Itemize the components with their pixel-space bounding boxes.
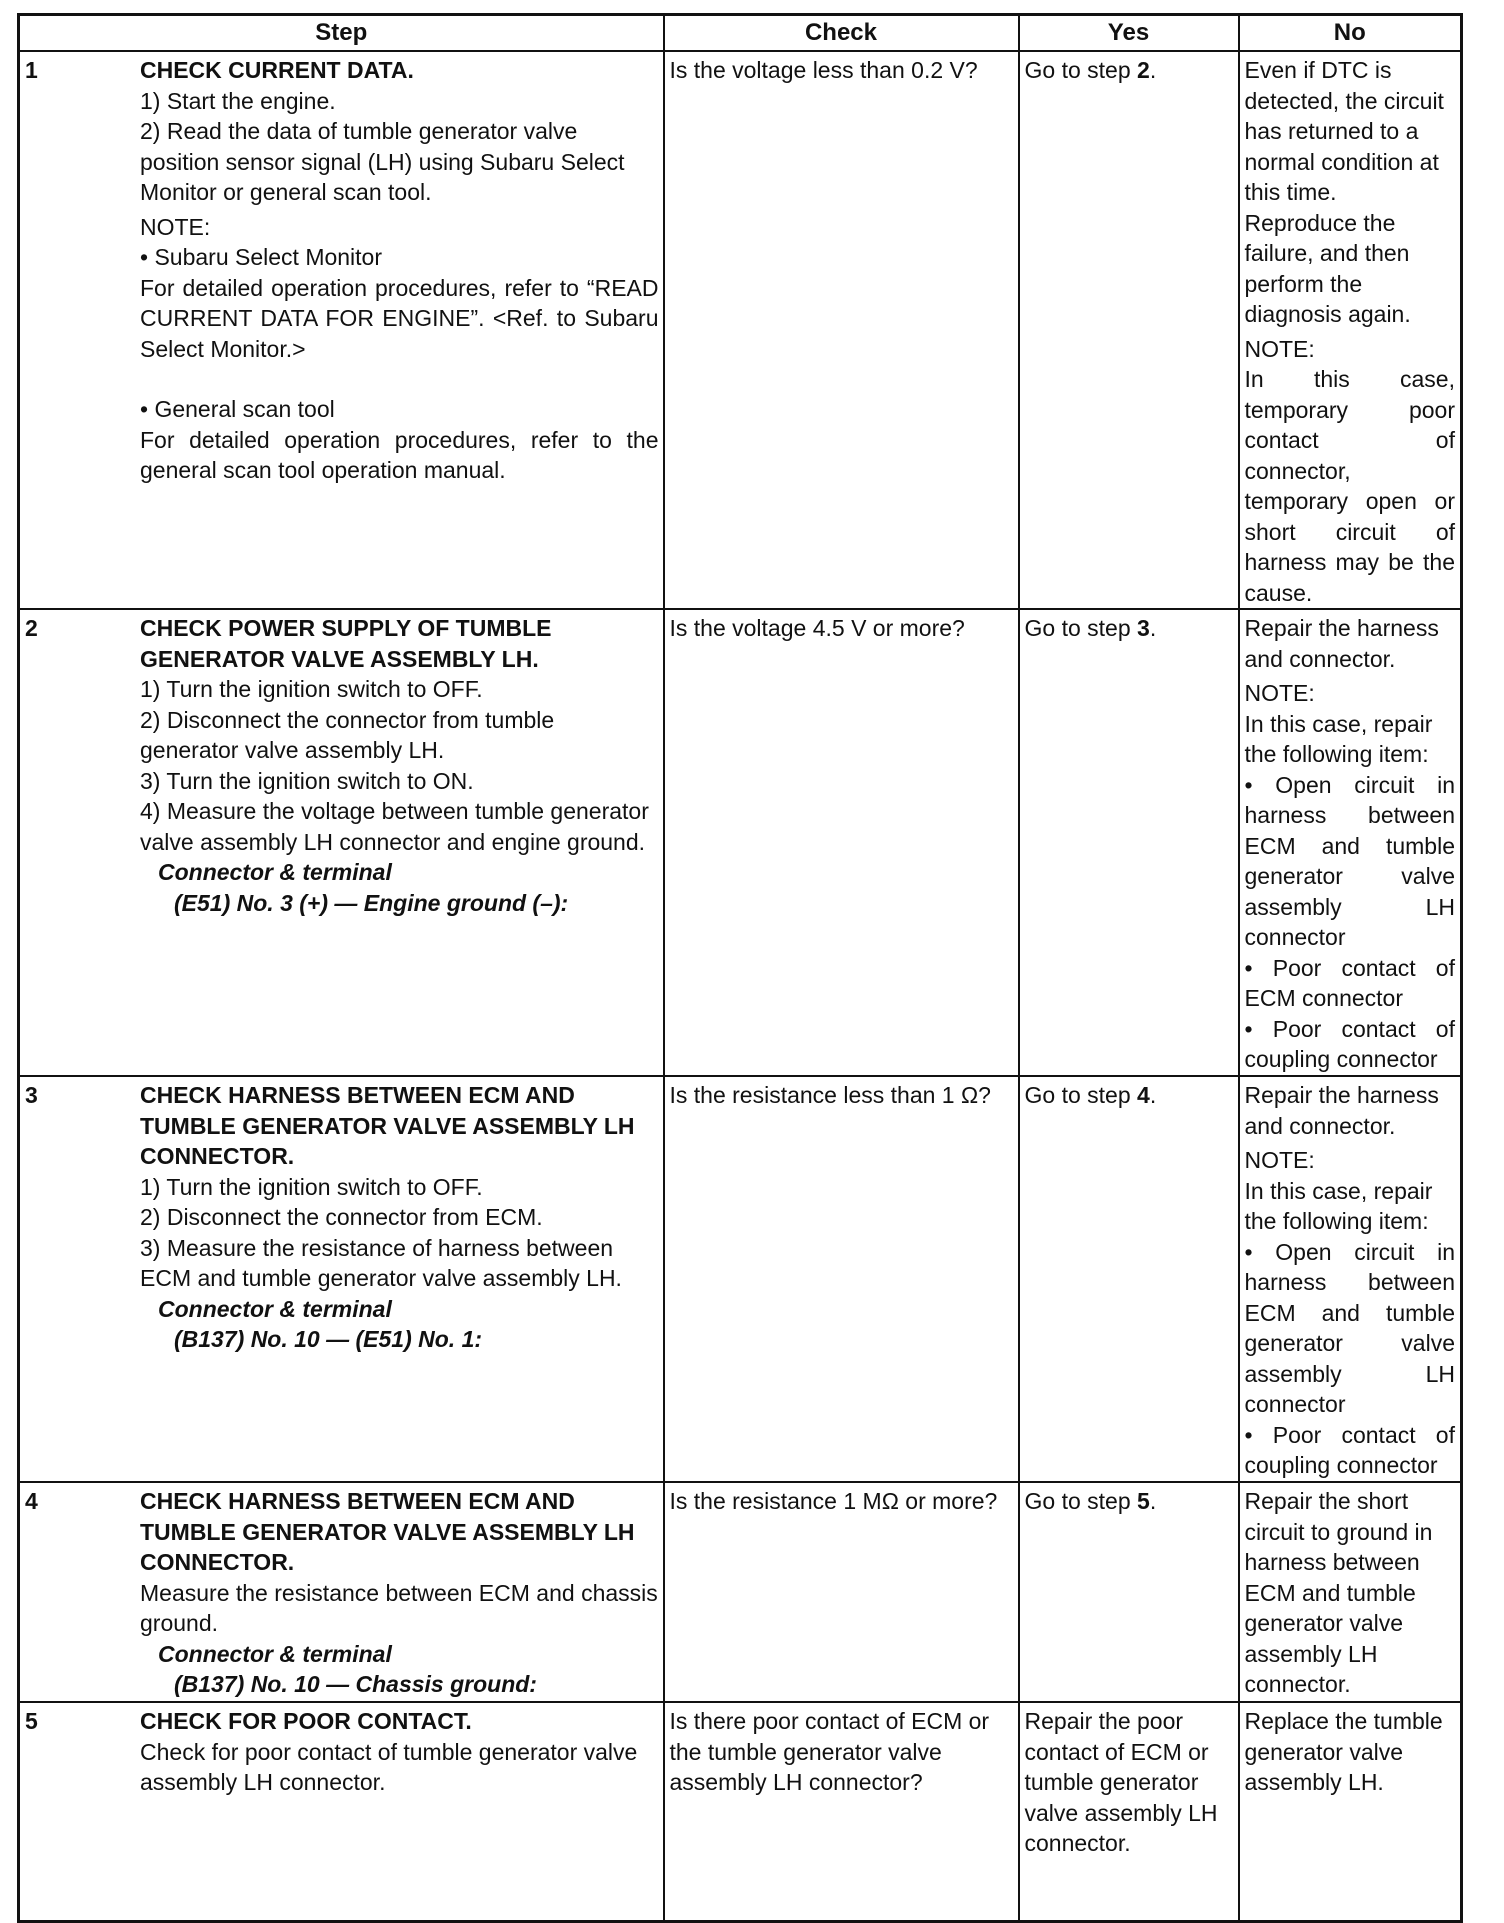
check-cell: Is the voltage less than 0.2 V?	[664, 51, 1019, 609]
yes-suffix: .	[1149, 1488, 1157, 1514]
no-text: In this case, repair the following item:	[1244, 710, 1433, 767]
yes-step-number: 3	[1137, 615, 1150, 641]
no-cell	[1239, 51, 1462, 609]
step-text: 2) Read the data of tumble generator valve position sensor signal (LH) using Subaru Select Monitor or general scan tool.	[140, 118, 625, 205]
step-text: For detailed operation procedures, refer to the general scan tool operation manual.	[140, 426, 659, 483]
check-cell: Is the resistance 1 MΩ or more?	[664, 1482, 1019, 1702]
no-text: In this case, temporary poor contact of connector, temporary open or short circuit of harness may be the cause.	[1244, 366, 1455, 606]
note-label: NOTE:	[1244, 335, 1315, 362]
column-header-check: Check	[664, 15, 1019, 52]
yes-cell	[1019, 1076, 1239, 1482]
yes-cell: Repair the poor contact of ECM or tumble generator valve assembly LH connector.	[1019, 1702, 1239, 1921]
column-header-no: No	[1239, 15, 1462, 52]
step-text: Check for poor contact of tumble generator valve assembly LH connector.	[140, 1738, 638, 1795]
step-instructions	[140, 610, 663, 918]
note-label: NOTE:	[140, 213, 211, 240]
step-instructions	[140, 1077, 663, 1355]
step-text: Measure the resistance between ECM and chassis ground.	[140, 1579, 658, 1636]
step-number: 3	[25, 1082, 38, 1108]
connector-terminal-label: Connector & terminal	[158, 1640, 392, 1667]
step-title: CHECK CURRENT DATA.	[140, 57, 414, 83]
yes-suffix: .	[1149, 57, 1157, 83]
no-cell	[1239, 1702, 1462, 1921]
no-text: Repair the harness and connector.	[1244, 1082, 1439, 1139]
step-number: 4	[25, 1488, 38, 1514]
step-text: 2) Disconnect the connector from ECM.	[140, 1204, 543, 1230]
step-number: 5	[25, 1708, 38, 1734]
yes-prefix: Go to step	[1024, 57, 1138, 83]
check-cell: Is there poor contact of ECM or the tumble generator valve assembly LH connector?	[664, 1702, 1019, 1921]
no-text: • Poor contact of coupling connector	[1244, 1421, 1455, 1478]
table-row	[19, 609, 1462, 1076]
step-text: • Subaru Select Monitor	[140, 244, 383, 270]
diagnostic-procedure-table	[17, 13, 1463, 1923]
no-text: • Poor contact of ECM connector	[1244, 954, 1455, 1011]
step-text: 1) Turn the ignition switch to OFF.	[140, 676, 483, 702]
yes-prefix: Go to step	[1024, 615, 1138, 641]
step-text: 4) Measure the voltage between tumble generator valve assembly LH connector and engine ground.	[140, 798, 649, 855]
no-cell	[1239, 1076, 1462, 1482]
yes-step-number: 4	[1137, 1082, 1150, 1108]
step-instructions	[140, 52, 663, 486]
yes-cell	[1019, 609, 1239, 1076]
no-cell	[1239, 1482, 1462, 1702]
connector-terminal-spec: (B137) No. 10 — Chassis ground:	[174, 1671, 537, 1697]
yes-step-number: 2	[1137, 57, 1150, 83]
table-header-row	[19, 15, 1462, 52]
table-row	[19, 1076, 1462, 1482]
yes-suffix: .	[1149, 1082, 1157, 1108]
yes-cell	[1019, 51, 1239, 609]
no-text: • Poor contact of coupling connector	[1244, 1015, 1455, 1072]
no-text: Repair the short circuit to ground in harness between ECM and tumble generator valve assembly LH connector.	[1244, 1488, 1433, 1697]
no-cell	[1239, 609, 1462, 1076]
step-text: 3) Measure the resistance of harness between ECM and tumble generator valve assembly LH.	[140, 1234, 622, 1291]
connector-terminal-spec: (B137) No. 10 — (E51) No. 1:	[174, 1326, 483, 1352]
step-text: For detailed operation procedures, refer to “READ CURRENT DATA FOR ENGINE”. <Ref. to Subaru Select Monitor.>	[140, 274, 659, 362]
note-label: NOTE:	[1244, 1147, 1315, 1173]
no-text: In this case, repair the following item:	[1244, 1177, 1433, 1234]
step-number: 1	[25, 57, 38, 83]
table-row	[19, 1702, 1462, 1921]
no-text: Replace the tumble generator valve assembly LH.	[1244, 1708, 1443, 1795]
step-number: 2	[25, 615, 38, 641]
table-row	[19, 51, 1462, 609]
step-text: 1) Start the engine.	[140, 87, 336, 114]
step-title: CHECK HARNESS BETWEEN ECM AND TUMBLE GENERATOR VALVE ASSEMBLY LH CONNECTOR.	[140, 1082, 635, 1169]
check-cell: Is the voltage 4.5 V or more?	[664, 609, 1019, 1076]
step-instructions	[140, 1703, 663, 1798]
step-text: • General scan tool	[140, 396, 335, 422]
connector-terminal-label: Connector & terminal	[158, 859, 392, 885]
yes-prefix: Go to step	[1024, 1488, 1138, 1514]
step-title: CHECK FOR POOR CONTACT.	[140, 1708, 472, 1734]
no-text: Even if DTC is detected, the circuit has returned to a normal condition at this time. Reproduce the failure, and then perform the diagnosis again.	[1244, 57, 1444, 327]
yes-step-number: 5	[1137, 1488, 1150, 1514]
yes-prefix: Go to step	[1024, 1082, 1138, 1108]
no-text: Repair the harness and connector.	[1244, 615, 1439, 672]
step-cell	[19, 609, 664, 1076]
no-text: • Open circuit in harness between ECM and tumble generator valve assembly LH connector	[1244, 771, 1455, 950]
no-text: • Open circuit in harness between ECM and tumble generator valve assembly LH connector	[1244, 1238, 1455, 1417]
yes-suffix: .	[1149, 615, 1157, 641]
step-text: 3) Turn the ignition switch to ON.	[140, 767, 474, 794]
column-header-step: Step	[19, 15, 664, 52]
connector-terminal-label: Connector & terminal	[158, 1295, 392, 1322]
step-cell	[19, 51, 664, 609]
column-header-yes: Yes	[1019, 15, 1239, 52]
step-title: CHECK HARNESS BETWEEN ECM AND TUMBLE GENERATOR VALVE ASSEMBLY LH CONNECTOR.	[140, 1488, 635, 1575]
table-row	[19, 1482, 1462, 1702]
connector-terminal-spec: (E51) No. 3 (+) — Engine ground (–):	[174, 889, 569, 916]
step-cell	[19, 1482, 664, 1702]
step-cell	[19, 1702, 664, 1921]
step-text: 2) Disconnect the connector from tumble generator valve assembly LH.	[140, 706, 555, 763]
yes-cell	[1019, 1482, 1239, 1702]
note-label: NOTE:	[1244, 680, 1315, 706]
step-title: CHECK POWER SUPPLY OF TUMBLE GENERATOR VALVE ASSEMBLY LH.	[140, 615, 552, 672]
step-text: 1) Turn the ignition switch to OFF.	[140, 1173, 483, 1200]
step-instructions	[140, 1483, 663, 1700]
spacer	[140, 364, 659, 394]
step-cell	[19, 1076, 664, 1482]
check-cell: Is the resistance less than 1 Ω?	[664, 1076, 1019, 1482]
